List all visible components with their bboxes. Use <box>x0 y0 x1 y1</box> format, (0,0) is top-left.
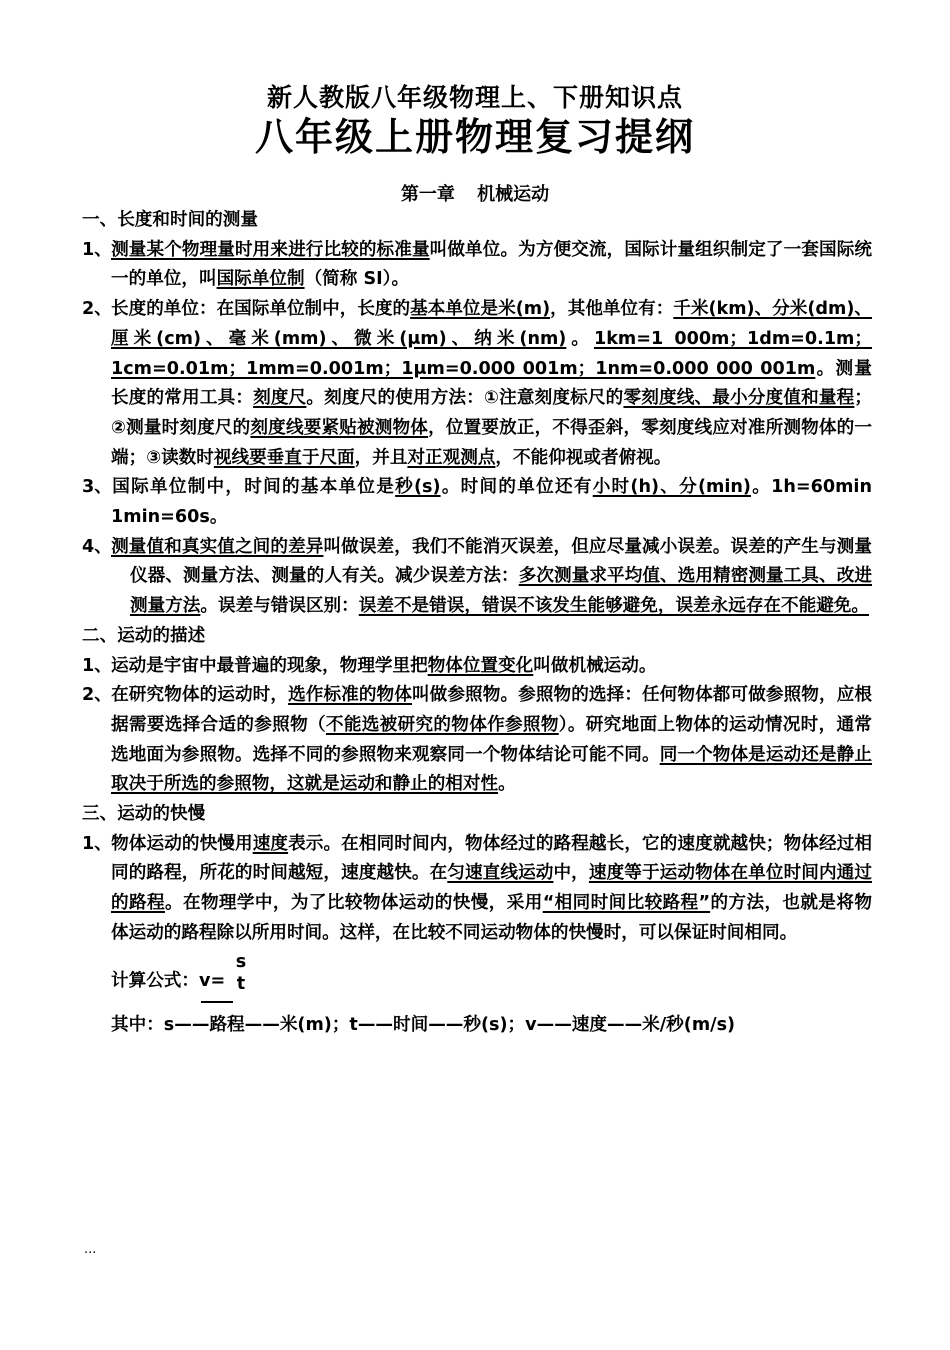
item-number: 3、 <box>82 477 112 498</box>
text-run: 。时间的单位还有 <box>440 477 593 498</box>
underlined-term: 速度等于运动物体在单位时间内通过的路程 <box>111 863 872 914</box>
text-run: （简称 SI）。 <box>304 269 410 290</box>
speed-formula <box>111 951 872 1003</box>
underlined-term: 零刻度线、最小分度值和量程 <box>623 388 855 409</box>
paragraph <box>82 473 872 532</box>
text-run: 。 <box>498 774 516 795</box>
underlined-term: 测量某个物理量时用来进行比较的标准量 <box>111 239 430 260</box>
underlined-term: 视线要垂直于尺面 <box>213 447 355 468</box>
underlined-term: 误差不是错误，错误不该发生能够避免，误差永远存在不能避免。 <box>358 596 869 617</box>
paragraph <box>82 830 872 949</box>
underlined-term: 同一个物体是运动还是静止取决于所选的参照物，这就是运动和静止的相对性 <box>111 744 872 795</box>
text-run: 。 <box>566 328 594 349</box>
text-run: 在研究物体的运动时， <box>111 685 289 706</box>
underlined-term: 秒(s) <box>395 477 441 498</box>
page-ellipsis: ... <box>84 1242 97 1257</box>
text-run: ，并且 <box>354 447 408 468</box>
underlined-term: 千米(km)、分米(dm)、厘米(cm)、毫米(mm)、微米(μm)、纳米(nm) <box>111 299 872 349</box>
item-number: 1、 <box>82 833 112 854</box>
formula-fraction <box>231 951 251 995</box>
text-run: 叫做机械运动。 <box>533 655 657 676</box>
text-run: 国际单位制中，时间的基本单位是 <box>111 477 396 498</box>
item-number: 1、 <box>82 239 112 260</box>
document-subtitle: 新人教版八年级物理上、下册知识点 <box>266 83 683 112</box>
chapter-heading <box>0 180 950 206</box>
text-run: ，位置要放正，不得歪斜，零刻度线应对准所测物体的一端；③读数时 <box>111 417 872 468</box>
paragraph <box>82 681 872 800</box>
underlined-term: 测量值和真实值之间的差异 <box>111 536 324 557</box>
text-run: 叫做单位。为方便交流，国际计量组织制定了一套国际统一的单位，叫 <box>111 239 872 290</box>
paragraph <box>82 295 872 473</box>
text-run: 中， <box>553 863 589 884</box>
paragraph <box>82 533 872 622</box>
document-title: 八年级上册物理复习提纲 <box>254 115 695 159</box>
formula-denominator: t <box>236 973 246 994</box>
text-run: 叫做参照物。参照物的选择：任何物体都可做参照物，应根据需要选择合适的参照物（ <box>111 685 872 735</box>
text-run: ，其他单位有： <box>550 299 674 320</box>
chapter-name: 机械运动 <box>477 184 550 205</box>
text-run: 。1h=60min 1min=60s。 <box>111 477 872 528</box>
formula-definitions: 其中：s——路程——米(m)；t——时间——秒(s)；v——速度——米/秒(m/s) <box>111 1014 736 1035</box>
section-heading: 二、运动的描述 <box>82 625 206 646</box>
underlined-term: 物体位置变化 <box>427 655 534 676</box>
underlined-term: 不能选被研究的物体作参照物 <box>325 714 559 735</box>
item-number: 4、 <box>82 536 112 557</box>
item-number: 2、 <box>82 299 112 320</box>
chapter-number: 第一章 <box>400 184 455 205</box>
document-body <box>82 206 872 1040</box>
underlined-term: 对正观测点 <box>407 447 496 468</box>
text-run: 长度的单位：在国际单位制中，长度的 <box>111 299 411 320</box>
text-run: 运动是宇宙中最普遍的现象，物理学里把 <box>111 655 428 676</box>
paragraph <box>82 652 872 682</box>
text-run: 叫做误差，我们不能消灭误差，但应尽量减小误差。误差的产生与测量仪器、测量方法、测量的人有关。减少误差方法： <box>130 536 872 587</box>
text-run: ，不能仰视或者俯视。 <box>495 447 672 468</box>
underlined-term: 刻度线要紧贴被测物体 <box>250 417 429 438</box>
text-run: ）。研究地面上物体的运动情况时，通常选地面为参照物。选择不同的参照物来观察同一个物体结论可能不同。 <box>111 714 872 765</box>
underlined-term: 匀速直线运动 <box>447 863 554 884</box>
formula-numerator: s <box>235 951 247 972</box>
text-run: 物体运动的快慢用 <box>111 833 253 854</box>
underlined-term: 选作标准的物体 <box>288 685 412 706</box>
underlined-term: 1km=1 000m；1dm=0.1m；1cm=0.01m；1mm=0.001m；1μm=0.000 001m；1nm=0.000 000 001m <box>111 328 872 379</box>
formula-label: 计算公式：v= <box>111 970 226 991</box>
underlined-term: 小时(h)、分(min) <box>592 477 751 498</box>
text-run: ；②测量时刻度尺的 <box>111 388 872 438</box>
section-heading: 一、长度和时间的测量 <box>82 210 258 230</box>
item-number: 1、 <box>82 655 112 676</box>
underlined-term: 多次测量求平均值、选用精密测量工具、改进测量方法 <box>130 566 872 617</box>
section-heading: 三、运动的快慢 <box>82 804 206 825</box>
fraction-bar <box>201 1001 233 1003</box>
text-run: 。测量长度的常用工具： <box>111 358 872 409</box>
underlined-term: 刻度尺 <box>253 388 307 409</box>
text-run: 的方法，也就是将物体运动的路程除以所用时间。这样，在比较不同运动物体的快慢时，可以保证时间相同。 <box>111 893 872 943</box>
text-run: 。误差与错误区别： <box>200 596 359 617</box>
underlined-term: 基本单位是米(m) <box>410 299 551 320</box>
underlined-term: “相同时间比较路程” <box>542 893 711 914</box>
paragraph <box>82 236 872 295</box>
text-run: 表示。在相同时间内，物体经过的路程越长，它的速度就越快；物体经过相同的路程，所花的时间越短，速度越快。在 <box>111 833 872 884</box>
item-number: 2、 <box>82 685 112 706</box>
underlined-term: 速度 <box>252 833 289 854</box>
underlined-term: 国际单位制 <box>216 269 305 290</box>
text-run: 。刻度尺的使用方法：①注意刻度标尺的 <box>306 388 624 409</box>
text-run: 。在物理学中，为了比较物体运动的快慢，采用 <box>164 893 543 914</box>
